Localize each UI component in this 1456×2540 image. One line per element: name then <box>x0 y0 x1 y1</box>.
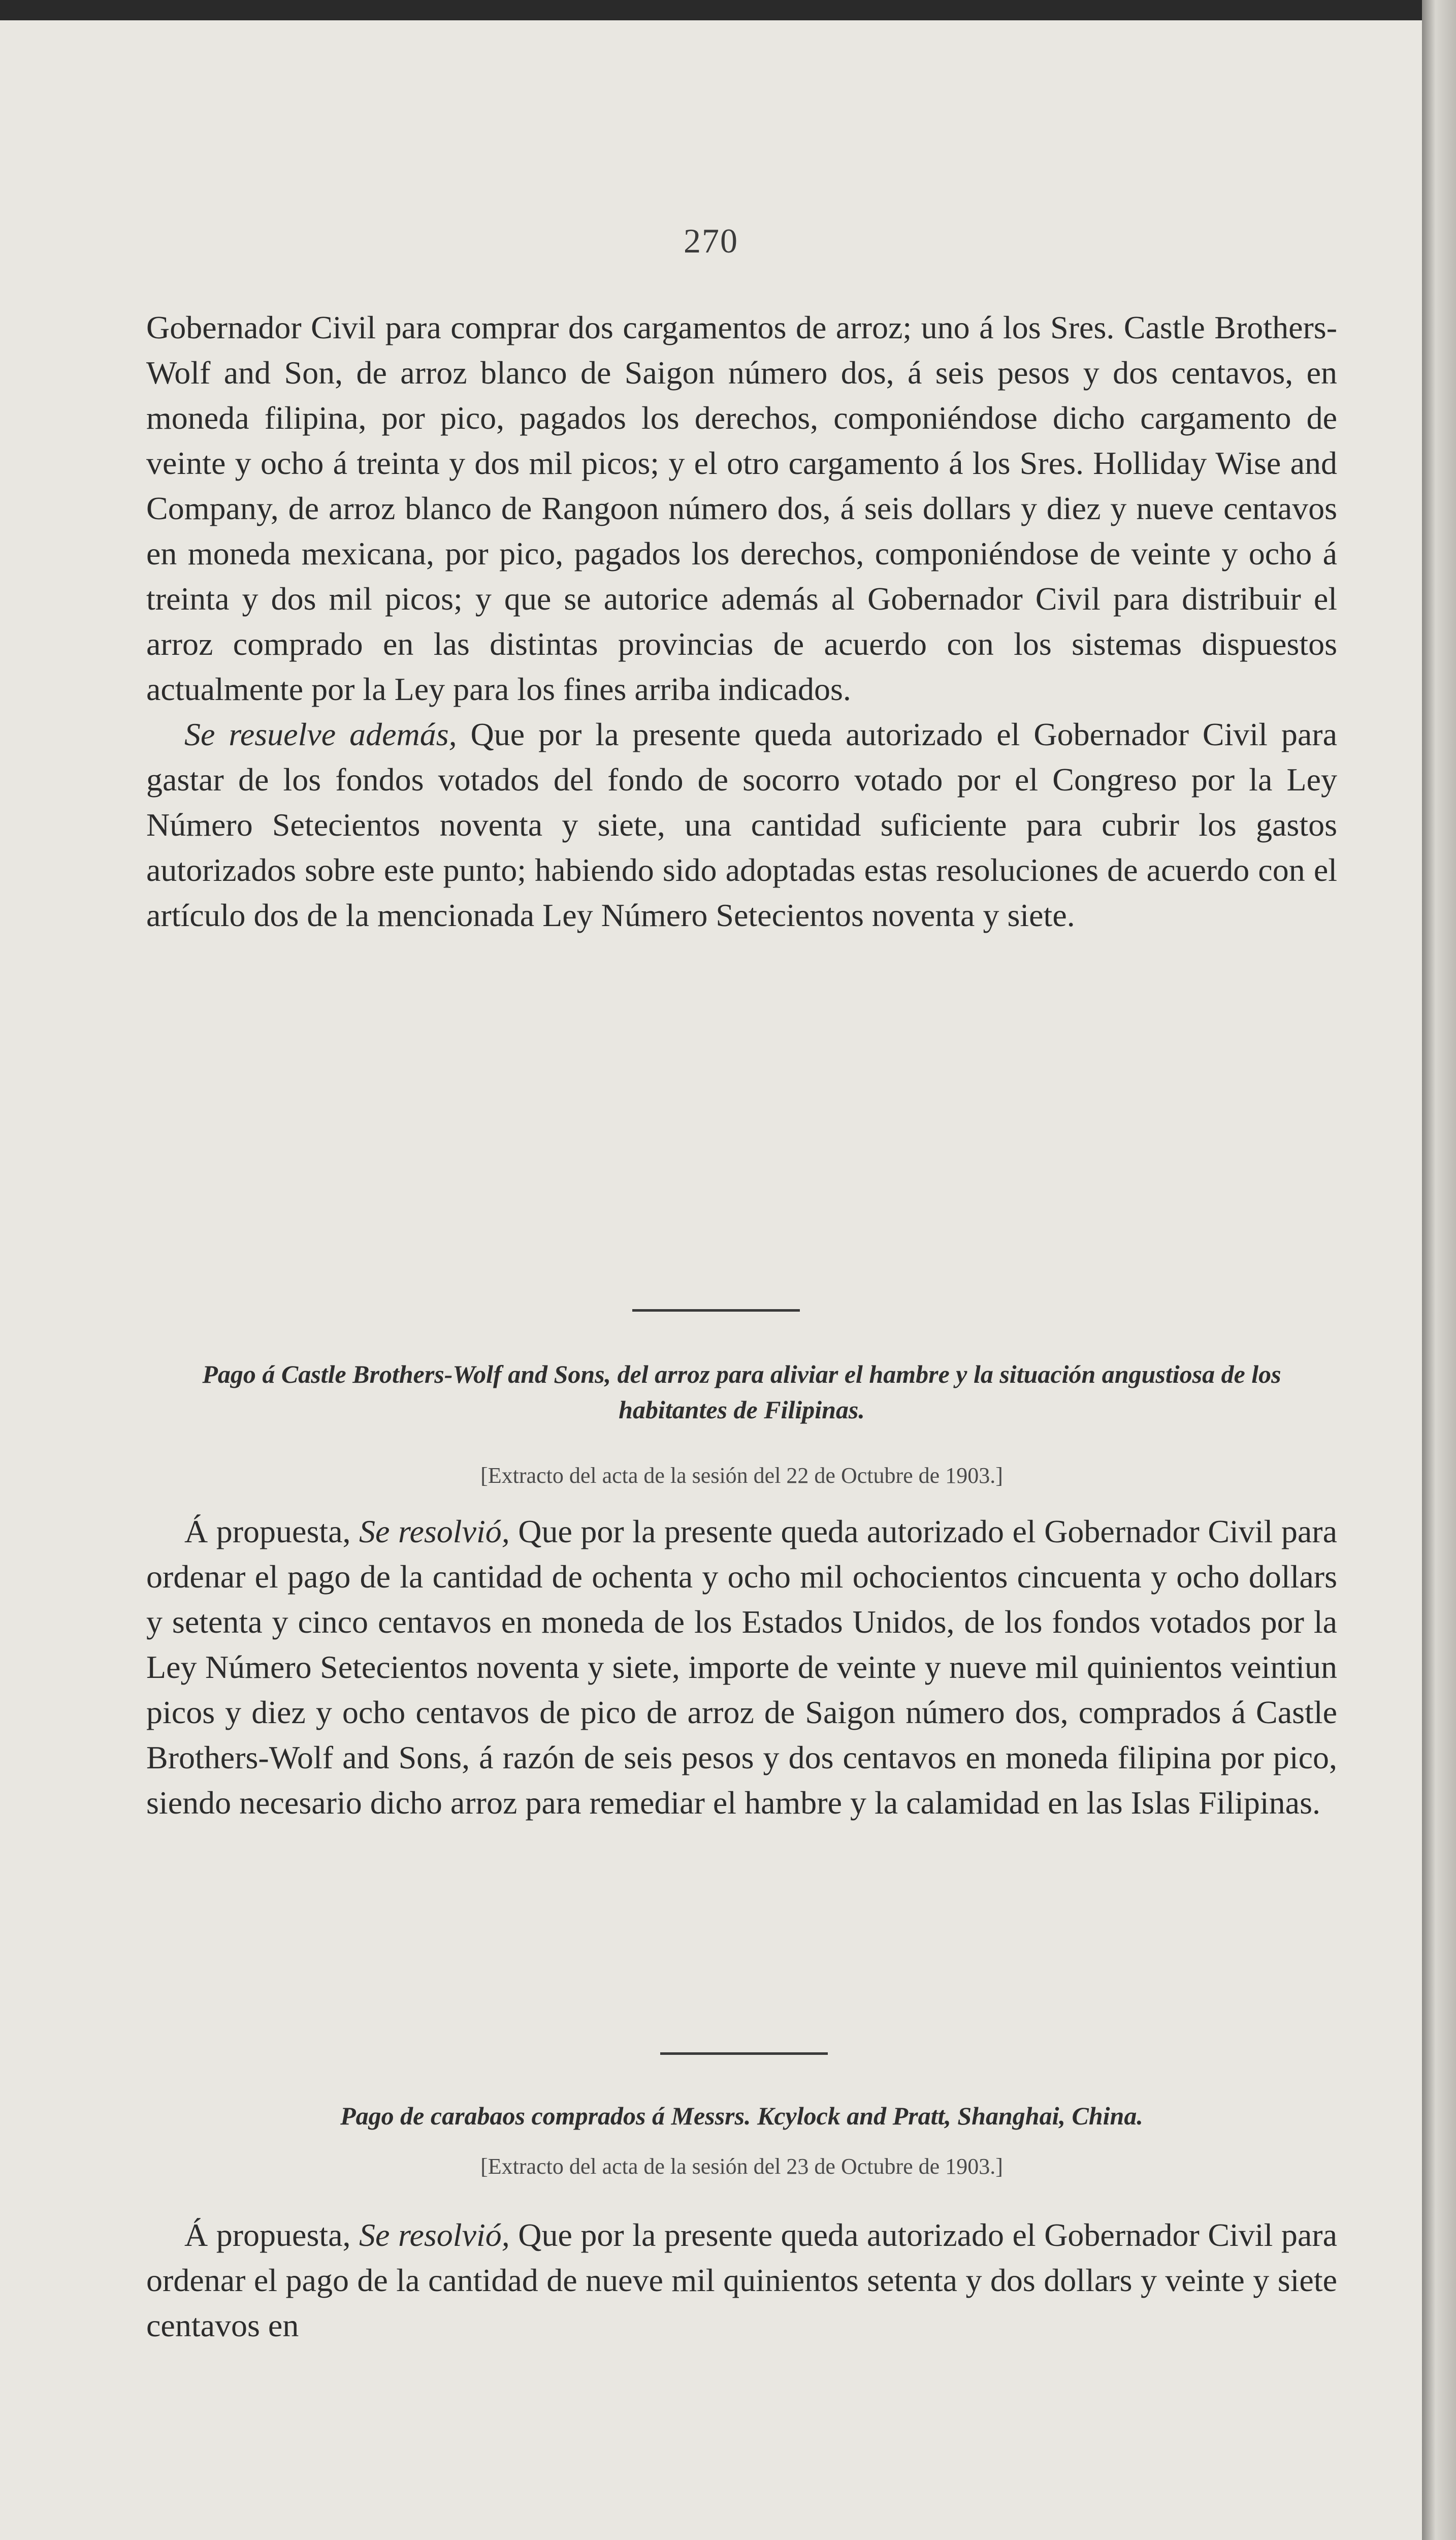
book-page-edge <box>1422 0 1456 2540</box>
resolved-lead: Se resolvió, <box>359 1513 510 1549</box>
section-divider <box>632 1309 800 1312</box>
paragraph-further-resolution <box>146 712 1337 938</box>
carabaos-resolution <box>146 2212 1337 2348</box>
proposal-lead: Á propuesta, <box>184 2217 360 2253</box>
paragraph-payment-rice <box>146 1509 1337 1825</box>
section-heading-carabaos: Pago de carabaos comprados á Messrs. Kcylock and Pratt, Shanghai, China. <box>340 2102 1143 2130</box>
continued-resolution-text <box>146 305 1337 938</box>
section-heading-castle-brothers: Pago á Castle Brothers-Wolf and Sons, del arroz para aliviar el hambre y la situación angustiosa de los habitantes de Filipinas. <box>202 1360 1281 1424</box>
resolution-lead: Se resuelve además, <box>184 716 457 752</box>
payment-body: Que por la presente queda autorizado el Gobernador Civil para ordenar el pago de la cantidad de nueve mil quinientos setenta y dos dollars y veinte y siete centavos en <box>146 2217 1337 2343</box>
payment-body: Que por la presente queda autorizado el Gobernador Civil para ordenar el pago de la cantidad de ochenta y ocho mil ochocientos cincuenta y ocho dollars y setenta y cinco centavos en moneda de los Estados Unidos, de los fondos votados por la Ley Número Setecientos noventa y siete, importe de veinte y nueve mil quinientos veintiun picos y diez y ocho centavos de pico de arroz de Saigon número dos, comprados á Castle Brothers-Wolf and Sons, á razón de seis pesos y dos centavos en moneda filipina por pico, siendo necesario dicho arroz para remediar el hambre y la calamidad en las Islas Filipinas. <box>146 1513 1337 1821</box>
session-extract-note: [Extracto del acta de la sesión del 22 de Octubre de 1903.] <box>480 1463 1003 1488</box>
resolved-lead: Se resolvió, <box>359 2217 510 2253</box>
document-page <box>0 20 1422 2540</box>
resolution-body: Que por la presente queda autorizado el Gobernador Civil para gastar de los fondos votados del fondo de socorro votado por el Congreso por la Ley Número Setecientos noventa y siete, una cantidad suficiente para cubrir los gastos autorizados sobre este punto; habiendo sido adoptadas estas resoluciones de acuerdo con el artículo dos de la mencionada Ley Número Setecientos noventa y siete. <box>146 716 1337 933</box>
paragraph-payment-carabaos <box>146 2212 1337 2348</box>
section-divider <box>660 2052 828 2055</box>
paragraph-rice-purchase: Gobernador Civil para comprar dos cargamentos de arroz; uno á los Sres. Castle Brothers-Wolf and Son, de arroz blanco de Saigon número dos, á seis pesos y dos centavos, en moneda filipina, por pico, pagados los derechos, componiéndose dicho cargamento de veinte y ocho á treinta y dos mil picos; y el otro cargamento á los Sres. Holliday Wise and Company, de arroz blanco de Rangoon número dos, á seis dollars y diez y nueve centavos en moneda mexicana, por pico, pagados los derechos, componiéndose de veinte y ocho á treinta y dos mil picos; y que se autorice además al Gobernador Civil para distribuir el arroz comprado en las distintas provincias de acuerdo con los sistemas dispuestos actualmente por la Ley para los fines arriba indicados. <box>146 309 1337 707</box>
page-number: 270 <box>684 221 738 260</box>
proposal-lead: Á propuesta, <box>184 1513 360 1549</box>
session-extract-note: [Extracto del acta de la sesión del 23 de Octubre de 1903.] <box>480 2154 1003 2179</box>
castle-brothers-resolution <box>146 1509 1337 1825</box>
